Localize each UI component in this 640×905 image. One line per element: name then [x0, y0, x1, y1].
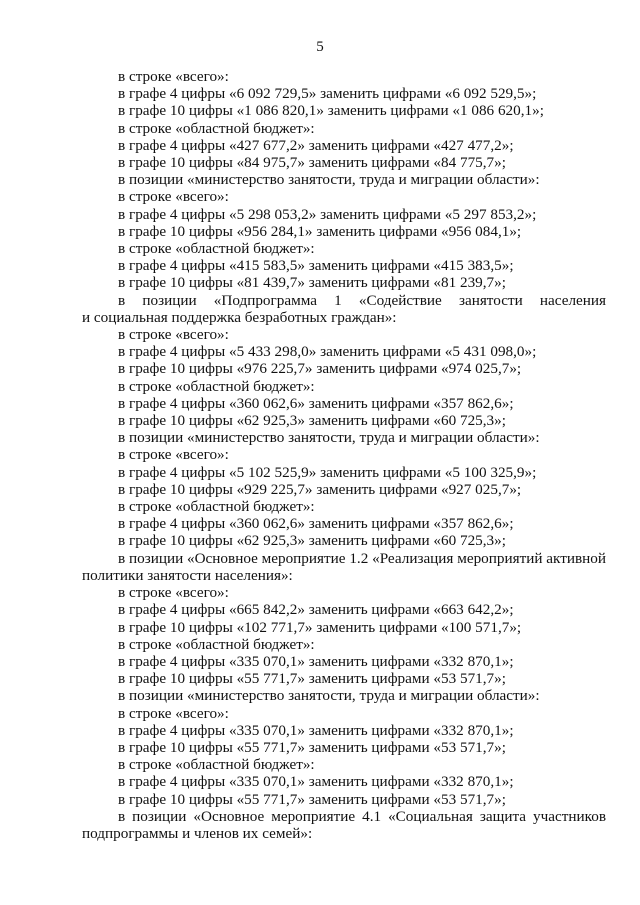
text-line: подпрограммы и членов их семей»: — [82, 824, 313, 842]
text-line: в строке «областной бюджет»: — [118, 240, 315, 258]
text-line: в строке «всего»: — [118, 326, 229, 344]
text-line: в графе 10 цифры «84 975,7» заменить цифрами «84 775,7»; — [118, 154, 506, 172]
text-line: в графе 10 цифры «929 225,7» заменить цифрами «927 025,7»; — [118, 480, 522, 498]
page-number: 5 — [316, 39, 324, 55]
text-line: в строке «всего»: — [118, 68, 229, 85]
text-line: в графе 4 цифры «5 298 053,2» заменить цифрами «5 297 853,2»; — [118, 205, 537, 223]
text-line: в графе 10 цифры «62 925,3» заменить цифрами «60 725,3»; — [118, 412, 506, 430]
text-line: в графе 10 цифры «976 225,7» заменить цифрами «974 025,7»; — [118, 360, 522, 378]
text-line: в строке «областной бюджет»: — [118, 377, 315, 395]
text-line: в позиции «министерство занятости, труда и миграции области»: — [118, 429, 540, 447]
text-line: в графе 4 цифры «335 070,1» заменить цифрами «332 870,1»; — [118, 652, 514, 670]
text-line: в позиции «Основное мероприятие 1.2 «Реализация мероприятий активной — [118, 549, 606, 567]
text-line: в позиции «министерство занятости, труда и миграции области»: — [118, 687, 540, 705]
text-line: в графе 10 цифры «1 086 820,1» заменить цифрами «1 086 620,1»; — [118, 102, 544, 120]
text-line: в строке «всего»: — [118, 704, 229, 722]
text-line: политики занятости населения»: — [82, 566, 293, 584]
text-line: в строке «областной бюджет»: — [118, 119, 315, 137]
text-line: в строке «областной бюджет»: — [118, 498, 315, 516]
text-line: в графе 4 цифры «5 102 525,9» заменить цифрами «5 100 325,9»; — [118, 463, 537, 481]
text-line: в графе 4 цифры «335 070,1» заменить цифрами «332 870,1»; — [118, 721, 514, 739]
text-line: и социальная поддержка безработных граждан»: — [82, 308, 397, 326]
text-line: в позиции «Подпрограмма 1 «Содействие занятости населения — [118, 291, 606, 309]
text-line: в графе 10 цифры «81 439,7» заменить цифрами «81 239,7»; — [118, 274, 506, 292]
text-line: в графе 4 цифры «6 092 729,5» заменить цифрами «6 092 529,5»; — [118, 85, 537, 103]
text-line: в графе 4 цифры «415 583,5» заменить цифрами «415 383,5»; — [118, 257, 514, 275]
text-line: в строке «всего»: — [118, 446, 229, 464]
text-line: в строке «всего»: — [118, 584, 229, 602]
text-line: в графе 4 цифры «360 062,6» заменить цифрами «357 862,6»; — [118, 515, 514, 533]
text-line: в графе 10 цифры «55 771,7» заменить цифрами «53 571,7»; — [118, 738, 506, 756]
text-line: в графе 10 цифры «62 925,3» заменить цифрами «60 725,3»; — [118, 532, 506, 550]
text-line: в графе 10 цифры «956 284,1» заменить цифрами «956 084,1»; — [118, 222, 522, 240]
text-line: в графе 10 цифры «55 771,7» заменить цифрами «53 571,7»; — [118, 670, 506, 688]
text-line: в строке «областной бюджет»: — [118, 756, 315, 774]
text-line: в графе 10 цифры «55 771,7» заменить цифрами «53 571,7»; — [118, 790, 506, 808]
text-line: в графе 4 цифры «360 062,6» заменить цифрами «357 862,6»; — [118, 394, 514, 412]
text-line: в позиции «Основное мероприятие 4.1 «Социальная защита участников — [118, 807, 606, 825]
text-line: в графе 4 цифры «335 070,1» заменить цифрами «332 870,1»; — [118, 773, 514, 791]
text-line: в графе 4 цифры «665 842,2» заменить цифрами «663 642,2»; — [118, 601, 514, 619]
text-line: в позиции «министерство занятости, труда и миграции области»: — [118, 171, 540, 189]
text-line: в графе 4 цифры «427 677,2» заменить цифрами «427 477,2»; — [118, 136, 514, 154]
text-line: в строке «всего»: — [118, 188, 229, 206]
text-line: в строке «областной бюджет»: — [118, 635, 315, 653]
text-line: в графе 10 цифры «102 771,7» заменить цифрами «100 571,7»; — [118, 618, 522, 636]
amendment-text — [82, 68, 606, 842]
text-line: в графе 4 цифры «5 433 298,0» заменить цифрами «5 431 098,0»; — [118, 343, 537, 361]
